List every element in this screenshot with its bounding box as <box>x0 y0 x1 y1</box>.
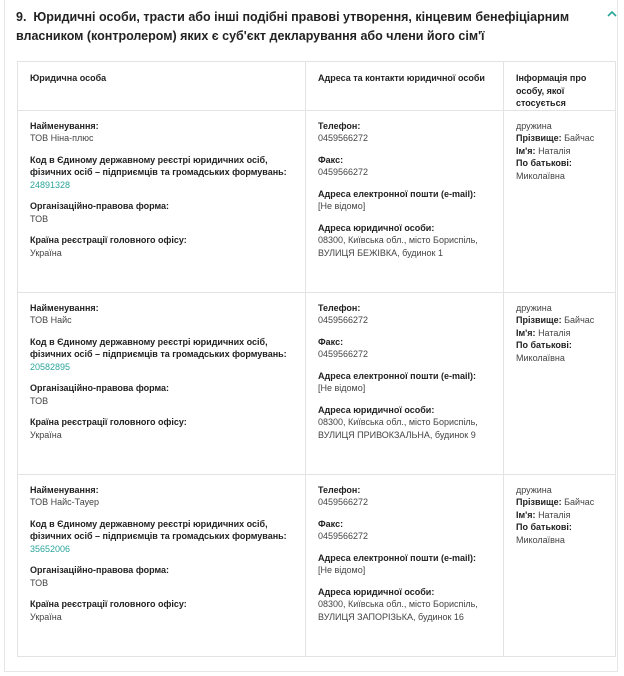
column-header-entity: Юридична особа <box>18 62 306 111</box>
legal-form-value: ТОВ <box>30 213 49 224</box>
address-cell <box>306 292 504 474</box>
address-cell <box>306 474 504 656</box>
legal-address-line2: ВУЛИЦЯ ЗАПОРІЗЬКА, будинок 16 <box>318 611 464 622</box>
edrpou-link[interactable]: 24891328 <box>30 179 71 190</box>
patronymic-label: По батькові: <box>516 340 572 350</box>
legal-form-label: Організаційно-правова форма: <box>30 383 169 393</box>
first-name-value: Наталія <box>538 509 571 520</box>
patronymic-label: По батькові: <box>516 158 572 168</box>
patronymic-label: По батькові: <box>516 522 572 532</box>
name-label: Найменування: <box>30 120 99 131</box>
legal-address-label: Адреса юридичної особи: <box>318 222 435 233</box>
surname-label: Прізвище: <box>516 497 562 507</box>
legal-address-line1: 08300, Київська обл., місто Бориспіль, <box>318 235 478 245</box>
surname-value: Байчас <box>564 497 595 507</box>
legal-form-label: Організаційно-правова форма: <box>30 565 169 575</box>
edrpou-label: Код в Єдиному державному реєстрі юридичних осіб, фізичних осіб – підприємців та громадських формувань: <box>30 154 287 177</box>
column-header-person: Інформація про особу, якої стосується <box>504 62 616 111</box>
section-number: 9. <box>16 10 27 24</box>
entity-cell <box>18 474 306 656</box>
legal-form-value: ТОВ <box>30 577 49 588</box>
column-header-address: Адреса та контакти юридичної особи <box>306 62 504 111</box>
entity-cell <box>18 292 306 474</box>
person-cell <box>504 110 616 292</box>
fax-label: Факс: <box>318 154 344 165</box>
country-label: Країна реєстрації головного офісу: <box>30 235 187 245</box>
fax-label: Факс: <box>318 518 344 529</box>
country-value: Україна <box>30 611 62 622</box>
edrpou-label: Код в Єдиному державному реєстрі юридичних осіб, фізичних осіб – підприємців та громадських формувань: <box>30 518 287 541</box>
country-label: Країна реєстрації головного офісу: <box>30 599 187 609</box>
fax-value: 0459566272 <box>318 349 369 359</box>
fax-value: 0459566272 <box>318 531 369 541</box>
relation-value: дружина <box>516 484 552 495</box>
table-row <box>18 474 616 656</box>
entity-name: ТОВ Ніна-плюс <box>30 133 94 143</box>
phone-label: Телефон: <box>318 120 361 131</box>
surname-label: Прізвище: <box>516 315 562 325</box>
email-label: Адреса електронної пошти (e-mail): <box>318 188 477 199</box>
entities-table <box>17 61 616 657</box>
legal-address-label: Адреса юридичної особи: <box>318 586 435 597</box>
address-cell <box>306 110 504 292</box>
person-cell <box>504 292 616 474</box>
country-value: Україна <box>30 429 62 440</box>
phone-label: Телефон: <box>318 484 361 495</box>
patronymic-value: Миколаївна <box>516 352 565 363</box>
phone-value: 0459566272 <box>318 315 369 325</box>
patronymic-value: Миколаївна <box>516 534 565 545</box>
phone-value: 0459566272 <box>318 497 369 507</box>
email-value: [Не відомо] <box>318 383 366 393</box>
email-value: [Не відомо] <box>318 201 366 211</box>
entity-name: ТОВ Найс-Тауер <box>30 497 100 507</box>
edrpou-link[interactable]: 20582895 <box>30 361 71 372</box>
section-title: Юридичні особи, трасти або інші подібні правові утворення, кінцевим бенефіціарним власником (контролером) яких є суб'єкт декларування або члени його сім'ї <box>16 10 570 43</box>
name-label: Найменування: <box>30 484 99 495</box>
legal-address-line1: 08300, Київська обл., місто Бориспіль, <box>318 599 478 609</box>
surname-label: Прізвище: <box>516 133 562 143</box>
legal-address-line2: ВУЛИЦЯ БЕЖІВКА, будинок 1 <box>318 247 443 258</box>
email-label: Адреса електронної пошти (e-mail): <box>318 552 477 563</box>
fax-label: Факс: <box>318 336 344 347</box>
legal-address-line2: ВУЛИЦЯ ПРИВОКЗАЛЬНА, будинок 9 <box>318 429 476 440</box>
phone-label: Телефон: <box>318 302 361 313</box>
name-label: Найменування: <box>30 302 99 313</box>
surname-value: Байчас <box>564 133 595 143</box>
first-name-label: Ім'я: <box>516 327 536 338</box>
phone-value: 0459566272 <box>318 133 369 143</box>
legal-form-label: Організаційно-правова форма: <box>30 201 169 211</box>
country-value: Україна <box>30 247 62 258</box>
first-name-value: Наталія <box>538 327 571 338</box>
country-label: Країна реєстрації головного офісу: <box>30 417 187 427</box>
edrpou-label: Код в Єдиному державному реєстрі юридичних осіб, фізичних осіб – підприємців та громадських формувань: <box>30 336 287 359</box>
legal-address-label: Адреса юридичної особи: <box>318 404 435 415</box>
patronymic-value: Миколаївна <box>516 170 565 181</box>
legal-address-line1: 08300, Київська обл., місто Бориспіль, <box>318 417 478 427</box>
legal-form-value: ТОВ <box>30 395 49 406</box>
first-name-label: Ім'я: <box>516 509 536 520</box>
surname-value: Байчас <box>564 315 595 325</box>
table-row <box>18 292 616 474</box>
first-name-label: Ім'я: <box>516 145 536 156</box>
table-header-row <box>18 62 616 111</box>
section-header <box>16 8 596 46</box>
email-value: [Не відомо] <box>318 565 366 575</box>
relation-value: дружина <box>516 302 552 313</box>
entity-cell <box>18 110 306 292</box>
fax-value: 0459566272 <box>318 167 369 177</box>
table-row <box>18 110 616 292</box>
chevron-up-icon[interactable] <box>607 10 617 18</box>
person-cell <box>504 474 616 656</box>
email-label: Адреса електронної пошти (e-mail): <box>318 370 477 381</box>
edrpou-link[interactable]: 35652006 <box>30 543 71 554</box>
entity-name: ТОВ Найс <box>30 315 72 325</box>
first-name-value: Наталія <box>538 145 571 156</box>
relation-value: дружина <box>516 120 552 131</box>
